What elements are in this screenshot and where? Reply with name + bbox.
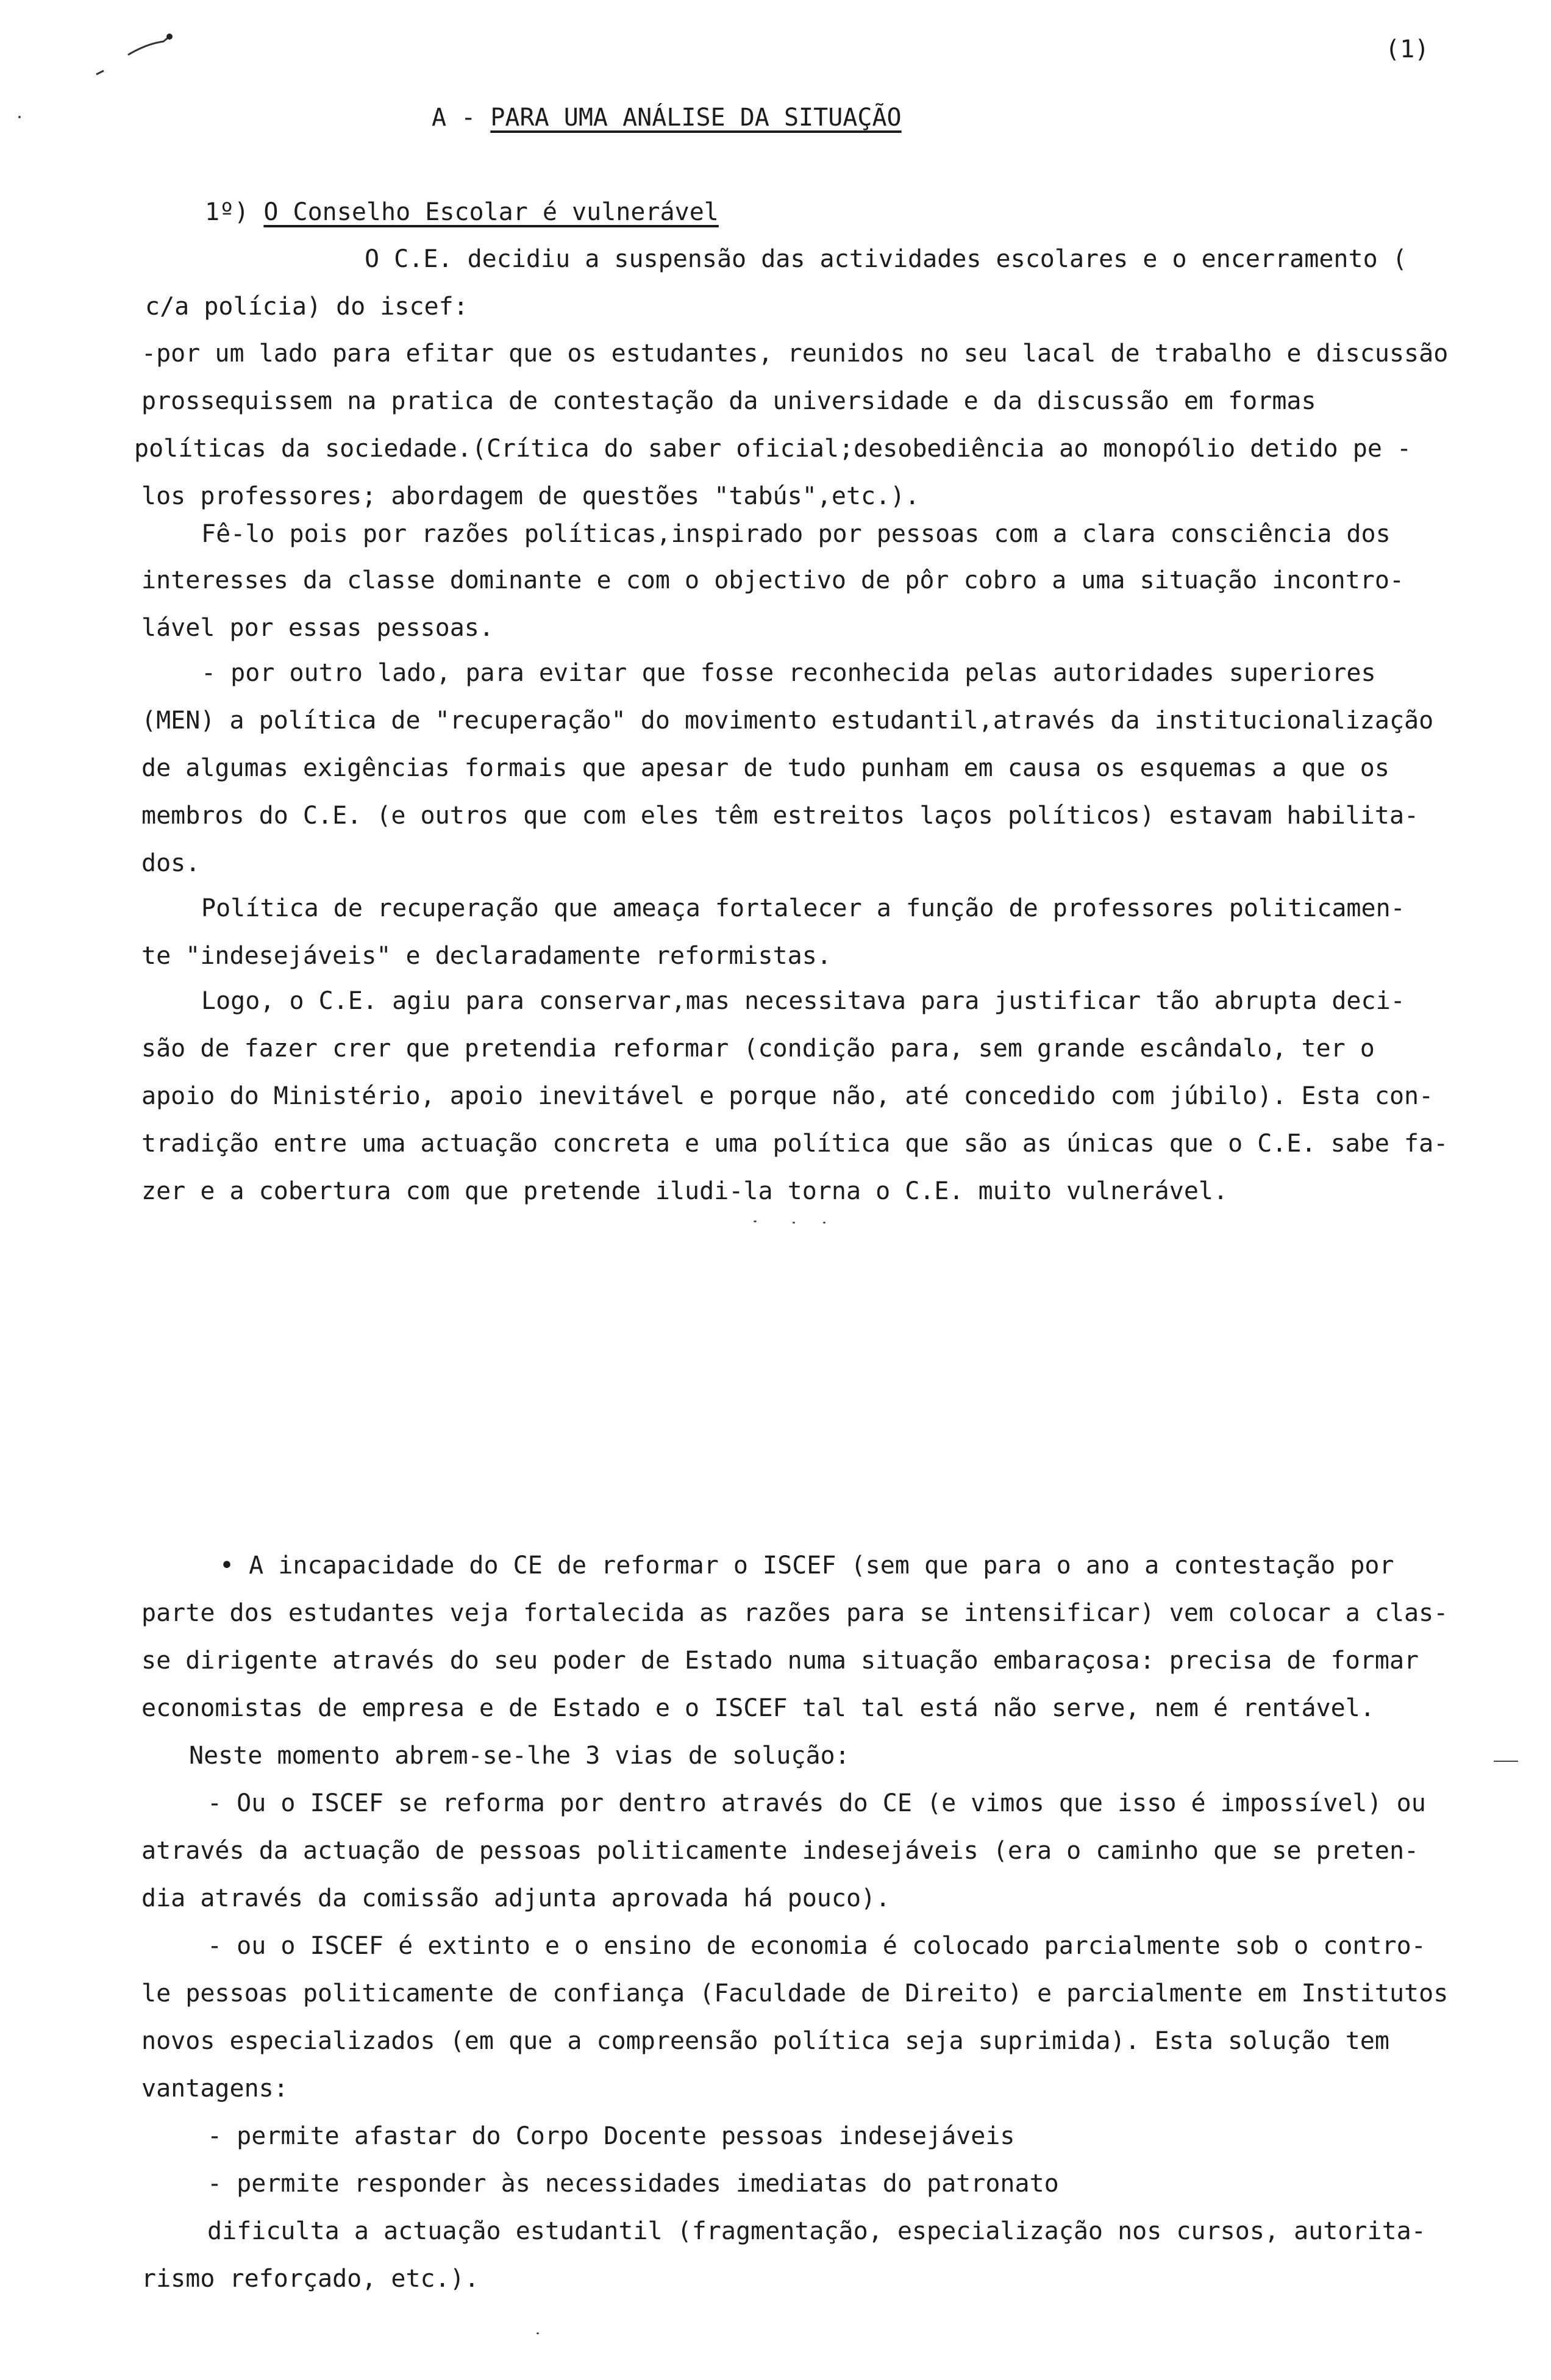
text-line: economistas de empresa e de Estado e o ISCEF tal tal está não serve, nem é rentável. bbox=[141, 1694, 1375, 1722]
text-line: prossequissem na pratica de contestação da universidade e da discussão em formas bbox=[141, 387, 1316, 415]
text-line: se dirigente através do seu poder de Estado numa situação embaraçosa: precisa de formar bbox=[141, 1647, 1419, 1675]
text-line: lável por essas pessoas. bbox=[141, 614, 494, 642]
scan-speck bbox=[793, 1222, 795, 1224]
title-prefix: A - bbox=[432, 104, 491, 132]
text-line: tradição entre uma actuação concreta e uma política que são as únicas que o C.E. sabe fa- bbox=[141, 1130, 1449, 1158]
text-line: dia através da comissão adjunta aprovada há pouco). bbox=[141, 1884, 891, 1912]
text-line: -por um lado para efitar que os estudantes, reunidos no seu lacal de trabalho e discussão bbox=[141, 340, 1449, 368]
text-line: políticas da sociedade.(Crítica do saber oficial;desobediência ao monopólio detido pe - bbox=[134, 435, 1412, 463]
heading-text: O Conselho Escolar é vulnerável bbox=[263, 198, 719, 226]
text-line: novos especializados (em que a compreensão política seja suprimida). Esta solução tem bbox=[141, 2027, 1389, 2055]
text-line: Neste momento abrem-se-lhe 3 vias de solução: bbox=[189, 1742, 850, 1770]
section-heading bbox=[205, 198, 719, 226]
text-line: - por outro lado, para evitar que fosse reconhecida pelas autoridades superiores bbox=[201, 659, 1376, 687]
text-line: - ou o ISCEF é extinto e o ensino de economia é colocado parcialmente sob o contro- bbox=[207, 1932, 1426, 1960]
scan-speck bbox=[1494, 1761, 1518, 1762]
scan-speck bbox=[823, 1222, 825, 1224]
text-line: los professores; abordagem de questões "tabús",etc.). bbox=[141, 482, 920, 510]
title-text: PARA UMA ANÁLISE DA SITUAÇÃO bbox=[490, 104, 902, 132]
scan-speck bbox=[537, 2332, 539, 2334]
text-line: dos. bbox=[141, 849, 201, 877]
text-line: Política de recuperação que ameaça fortalecer a função de professores politicamen- bbox=[201, 894, 1405, 922]
pen-mark-icon bbox=[91, 18, 189, 85]
text-line: apoio do Ministério, apoio inevitável e porque não, até concedido com júbilo). Esta con- bbox=[141, 1082, 1434, 1110]
text-line: membros do C.E. (e outros que com eles têm estreitos laços políticos) estavam habilita- bbox=[141, 802, 1419, 830]
document-title bbox=[432, 104, 902, 132]
text-line: - permite afastar do Corpo Docente pessoas indesejáveis bbox=[207, 2122, 1015, 2150]
text-line: vantagens: bbox=[141, 2075, 288, 2103]
heading-number: 1º) bbox=[205, 198, 264, 226]
text-line: são de fazer crer que pretendia reformar (condição para, sem grande escândalo, ter o bbox=[141, 1035, 1375, 1063]
text-line: dificulta a actuação estudantil (fragmentação, especialização nos cursos, autorita- bbox=[207, 2217, 1426, 2245]
text-line: Fê-lo pois por razões políticas,inspirado por pessoas com a clara consciência dos bbox=[201, 520, 1391, 548]
text-line: interesses da classe dominante e com o objectivo de pôr cobro a uma situação incontro- bbox=[141, 566, 1405, 594]
text-line: (MEN) a política de "recuperação" do movimento estudantil,através da institucionalização bbox=[141, 707, 1434, 735]
text-line: O C.E. decidiu a suspensão das actividades escolares e o encerramento ( bbox=[365, 245, 1407, 273]
text-line: te "indesejáveis" e declaradamente reformistas. bbox=[141, 942, 832, 970]
scan-speck bbox=[18, 116, 21, 118]
text-line: - permite responder às necessidades imediatas do patronato bbox=[207, 2170, 1059, 2198]
text-line: • A incapacidade do CE de reformar o ISCEF (sem que para o ano a contestação por bbox=[219, 1552, 1394, 1580]
text-line: parte dos estudantes veja fortalecida as razões para se intensificar) vem colocar a clas- bbox=[141, 1599, 1449, 1627]
text-line: zer e a cobertura com que pretende iludi-la torna o C.E. muito vulnerável. bbox=[141, 1177, 1228, 1205]
page-number: (1) bbox=[1385, 35, 1430, 63]
text-line: - Ou o ISCEF se reforma por dentro através do CE (e vimos que isso é impossível) ou bbox=[207, 1789, 1426, 1817]
scan-speck bbox=[754, 1220, 757, 1222]
text-line: Logo, o C.E. agiu para conservar,mas necessitava para justificar tão abrupta deci- bbox=[201, 987, 1405, 1015]
text-line: c/a polícia) do iscef: bbox=[145, 293, 468, 321]
text-line: de algumas exigências formais que apesar de tudo punham em causa os esquemas a que os bbox=[141, 754, 1389, 782]
text-line: le pessoas politicamente de confiança (Faculdade de Direito) e parcialmente em Institutos bbox=[141, 1979, 1449, 2008]
text-line: rismo reforçado, etc.). bbox=[141, 2265, 479, 2293]
text-line: através da actuação de pessoas politicamente indesejáveis (era o caminho que se preten- bbox=[141, 1837, 1419, 1865]
